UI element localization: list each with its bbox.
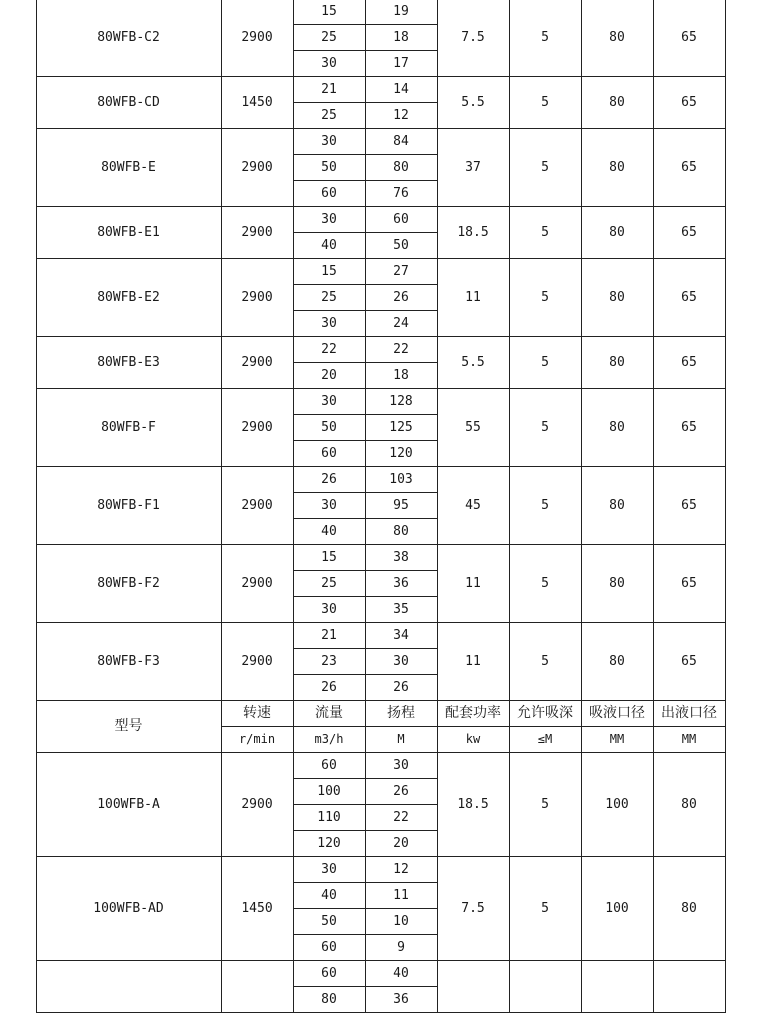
table-row [36,129,725,155]
power-cell: 7.5 [437,0,509,77]
flow-cell: 100 [293,779,365,805]
speed-cell: 2900 [221,207,293,259]
suction-cell: 5 [509,623,581,701]
power-cell: 18.5 [437,753,509,857]
model-cell: 80WFB-F [36,389,221,467]
power-cell: 18.5 [437,207,509,259]
flow-cell: 30 [293,311,365,337]
head-cell: 120 [365,441,437,467]
speed-cell: 2900 [221,623,293,701]
flow-cell: 26 [293,467,365,493]
model-cell: 80WFB-CD [36,77,221,129]
table-row [36,0,725,25]
outlet-cell: 65 [653,129,725,207]
power-cell: 5.5 [437,337,509,389]
model-cell: 80WFB-F3 [36,623,221,701]
speed-cell: 1450 [221,77,293,129]
flow-cell: 15 [293,0,365,25]
table-row [36,857,725,883]
head-cell: 19 [365,0,437,25]
suction-cell: 5 [509,337,581,389]
suction-cell: 5 [509,0,581,77]
model-cell [36,961,221,1013]
head-cell: 80 [365,155,437,181]
model-cell: 80WFB-F2 [36,545,221,623]
table-row [36,753,725,779]
flow-cell: 23 [293,649,365,675]
outlet-cell: 80 [653,753,725,857]
model-cell: 80WFB-E2 [36,259,221,337]
inlet-cell: 80 [581,207,653,259]
flow-header: 流量 [293,701,365,727]
flow-cell: 21 [293,623,365,649]
power-cell: 45 [437,467,509,545]
head-cell: 128 [365,389,437,415]
inlet-cell: 80 [581,467,653,545]
table-row [36,259,725,285]
outlet-cell: 65 [653,545,725,623]
head-cell: 40 [365,961,437,987]
head-cell: 20 [365,831,437,857]
model-cell: 80WFB-F1 [36,467,221,545]
inlet-cell: 80 [581,337,653,389]
suction-cell: 5 [509,389,581,467]
speed-cell: 2900 [221,389,293,467]
flow-cell: 30 [293,389,365,415]
head-cell: 10 [365,909,437,935]
outlet-cell: 65 [653,337,725,389]
suction-cell: 5 [509,77,581,129]
suction-cell: 5 [509,129,581,207]
head-cell: 26 [365,285,437,311]
inlet-cell: 100 [581,753,653,857]
flow-cell: 80 [293,987,365,1013]
inlet-cell: 100 [581,857,653,961]
head-cell: 26 [365,779,437,805]
header-row [36,701,725,727]
head-cell: 30 [365,649,437,675]
speed-unit: r/min [221,727,293,753]
head-cell: 50 [365,233,437,259]
power-cell: 55 [437,389,509,467]
inlet-cell: 80 [581,259,653,337]
head-cell: 18 [365,25,437,51]
flow-cell: 30 [293,597,365,623]
flow-cell: 15 [293,259,365,285]
head-cell: 27 [365,259,437,285]
speed-cell: 2900 [221,467,293,545]
head-cell: 12 [365,857,437,883]
head-cell: 60 [365,207,437,233]
head-cell: 38 [365,545,437,571]
suction-cell: 5 [509,753,581,857]
outlet-cell: 80 [653,857,725,961]
inlet-cell: 80 [581,623,653,701]
model-cell: 80WFB-E [36,129,221,207]
head-cell: 22 [365,337,437,363]
head-cell: 34 [365,623,437,649]
table-row [36,389,725,415]
model-cell: 80WFB-E1 [36,207,221,259]
outlet-cell: 65 [653,207,725,259]
flow-cell: 40 [293,883,365,909]
suction-cell [509,961,581,1013]
flow-cell: 50 [293,155,365,181]
head-cell: 11 [365,883,437,909]
speed-header: 转速 [221,701,293,727]
outlet-cell [653,961,725,1013]
power-cell [437,961,509,1013]
head-cell: 76 [365,181,437,207]
head-cell: 26 [365,675,437,701]
outlet-cell: 65 [653,623,725,701]
flow-cell: 30 [293,207,365,233]
head-cell: 103 [365,467,437,493]
flow-cell: 40 [293,519,365,545]
head-cell: 14 [365,77,437,103]
inlet-cell: 80 [581,389,653,467]
table-row [36,623,725,649]
flow-cell: 26 [293,675,365,701]
suction-cell: 5 [509,545,581,623]
flow-cell: 40 [293,233,365,259]
outlet-header: 出液口径 [653,701,725,727]
head-cell: 84 [365,129,437,155]
table-row [36,207,725,233]
flow-cell: 30 [293,51,365,77]
table-row [36,545,725,571]
speed-cell: 2900 [221,753,293,857]
suction-cell: 5 [509,207,581,259]
flow-cell: 25 [293,571,365,597]
flow-cell: 25 [293,103,365,129]
speed-cell: 2900 [221,337,293,389]
inlet-header: 吸液口径 [581,701,653,727]
power-header: 配套功率 [437,701,509,727]
head-cell: 80 [365,519,437,545]
flow-cell: 60 [293,181,365,207]
flow-cell: 20 [293,363,365,389]
flow-cell: 60 [293,441,365,467]
head-cell: 17 [365,51,437,77]
power-unit: kw [437,727,509,753]
power-cell: 11 [437,259,509,337]
head-cell: 24 [365,311,437,337]
head-cell: 12 [365,103,437,129]
table-row [36,77,725,103]
flow-cell: 110 [293,805,365,831]
model-header: 型号 [36,701,221,753]
inlet-cell: 80 [581,0,653,77]
flow-cell: 15 [293,545,365,571]
power-cell: 5.5 [437,77,509,129]
head-cell: 36 [365,987,437,1013]
flow-cell: 25 [293,25,365,51]
suction-cell: 5 [509,857,581,961]
outlet-cell: 65 [653,259,725,337]
model-cell: 80WFB-C2 [36,0,221,77]
head-cell: 22 [365,805,437,831]
flow-cell: 60 [293,961,365,987]
flow-cell: 50 [293,909,365,935]
flow-unit: m3/h [293,727,365,753]
outlet-cell: 65 [653,467,725,545]
suction-header: 允许吸深 [509,701,581,727]
speed-cell: 2900 [221,545,293,623]
table-row [36,337,725,363]
flow-cell: 22 [293,337,365,363]
model-cell: 100WFB-AD [36,857,221,961]
model-cell: 80WFB-E3 [36,337,221,389]
flow-cell: 60 [293,753,365,779]
flow-cell: 120 [293,831,365,857]
suction-cell: 5 [509,467,581,545]
power-cell: 11 [437,545,509,623]
power-cell: 37 [437,129,509,207]
head-header: 扬程 [365,701,437,727]
flow-cell: 30 [293,857,365,883]
outlet-cell: 65 [653,389,725,467]
inlet-cell: 80 [581,77,653,129]
speed-cell: 1450 [221,857,293,961]
power-cell: 7.5 [437,857,509,961]
inlet-cell: 80 [581,129,653,207]
pump-spec-table [36,0,726,1013]
head-cell: 30 [365,753,437,779]
table-row [36,961,725,987]
speed-cell [221,961,293,1013]
flow-cell: 50 [293,415,365,441]
outlet-cell: 65 [653,0,725,77]
table-row [36,467,725,493]
flow-cell: 30 [293,129,365,155]
flow-cell: 21 [293,77,365,103]
head-cell: 95 [365,493,437,519]
suction-unit: ≤M [509,727,581,753]
speed-cell: 2900 [221,0,293,77]
head-cell: 36 [365,571,437,597]
flow-cell: 25 [293,285,365,311]
head-cell: 125 [365,415,437,441]
flow-cell: 30 [293,493,365,519]
head-cell: 35 [365,597,437,623]
speed-cell: 2900 [221,259,293,337]
inlet-cell [581,961,653,1013]
head-cell: 18 [365,363,437,389]
model-cell: 100WFB-A [36,753,221,857]
speed-cell: 2900 [221,129,293,207]
outlet-unit: MM [653,727,725,753]
head-cell: 9 [365,935,437,961]
inlet-unit: MM [581,727,653,753]
power-cell: 11 [437,623,509,701]
inlet-cell: 80 [581,545,653,623]
suction-cell: 5 [509,259,581,337]
flow-cell: 60 [293,935,365,961]
head-unit: M [365,727,437,753]
outlet-cell: 65 [653,77,725,129]
